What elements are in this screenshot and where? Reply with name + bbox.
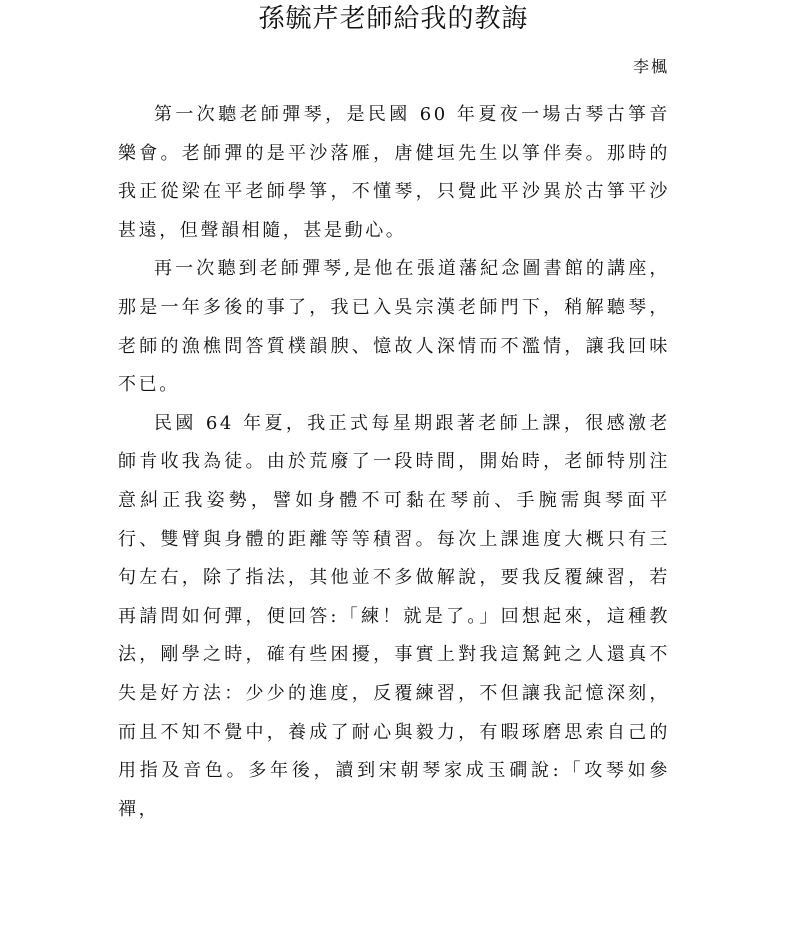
document-title: 孫毓芹老師給我的教誨 <box>258 4 529 34</box>
paragraph-3: 民國 64 年夏，我正式每星期跟著老師上課，很感激老師肯收我為徒。由於荒廢了一段時間，開始時，老師特別注意糾正我姿勢，譬如身體不可黏在琴前、手腕需與琴面平行、雙臂與身體的距離等等積習。每次上課進度大概只有三句左右，除了指法，其他並不多做解說，要我反覆練習，若再請問如何彈，便回答:「練！就是了。」回想起來，這種教法，剛學之時，確有些困擾，事實上對我這駑鈍之人還真不失是好方法：少少的進度，反覆練習，不但讓我記憶深刻，而且不知不覺中，養成了耐心與毅力，有暇琢磨思索自己的用指及音色。多年後，讀到宋朝琴家成玉磵說:「攻琴如參禪， <box>118 412 670 820</box>
document-body <box>118 96 670 829</box>
paragraph-1: 第一次聽老師彈琴，是民國 60 年夏夜一場古琴古箏音樂會。老師彈的是平沙落雁，唐健垣先生以箏伴奏。那時的我正從梁在平老師學箏，不懂琴，只覺此平沙異於古箏平沙甚遠，但聲韻相隨，甚是動心。 <box>118 104 670 241</box>
paragraph-2: 再一次聽到老師彈琴,是他在張道藩紀念圖書館的講座，那是一年多後的事了，我已入吳宗漢老師門下，稍解聽琴，老師的漁樵問答質樸韻腴、憶故人深情而不濫情，讓我回味不已。 <box>118 258 670 396</box>
author-name: 李楓 <box>632 57 669 76</box>
